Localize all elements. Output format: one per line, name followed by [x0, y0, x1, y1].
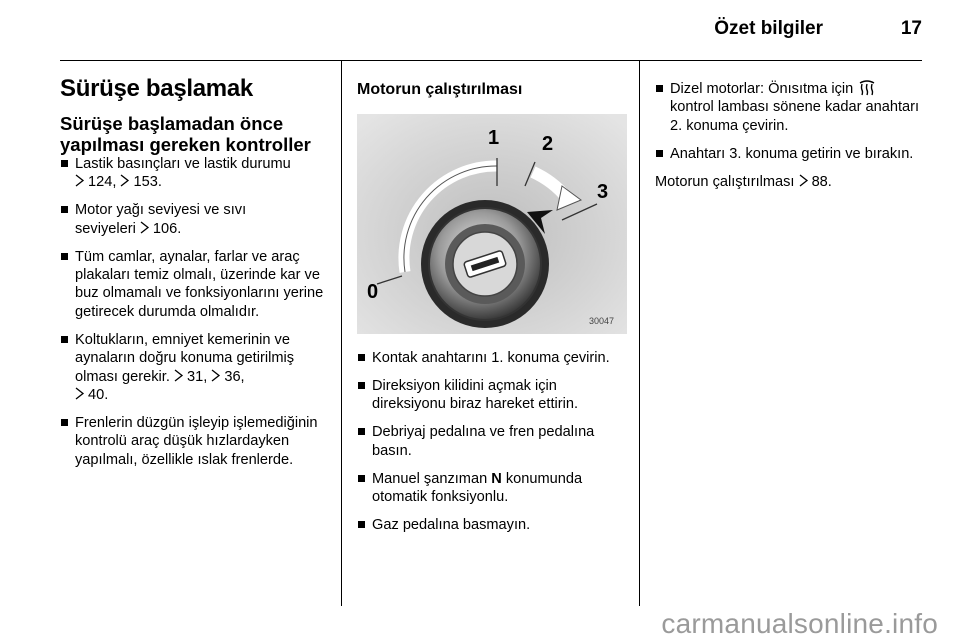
column-divider-1: [341, 60, 342, 606]
page-reference-arrow-icon: [75, 387, 85, 400]
list-item: [60, 155, 332, 192]
bullet-icon: [358, 521, 365, 528]
cross-reference-text: Motorun çalıştırılması: [655, 173, 795, 190]
item-text: Anahtarı 3. konuma getirin ve bırakın.: [670, 145, 914, 162]
steps-list-continued: [655, 80, 925, 163]
bullet-icon: [61, 253, 68, 260]
middle-column: [357, 74, 627, 544]
bullet-icon: [358, 428, 365, 435]
bullet-icon: [61, 160, 68, 167]
position-1-label: 1: [488, 127, 500, 149]
bullet-icon: [656, 85, 663, 92]
glow-plug-icon: [857, 80, 877, 96]
figure-code: 30047: [589, 316, 615, 326]
bullet-icon: [61, 336, 68, 343]
list-item: [60, 248, 332, 322]
list-item: [357, 423, 627, 460]
list-item: [60, 201, 332, 238]
subheading: [60, 113, 332, 155]
item-text: Gaz pedalına basmayın.: [372, 516, 531, 533]
bullet-icon: [61, 206, 68, 213]
page-reference-arrow-icon: [174, 369, 184, 382]
item-text: Debriyaj pedalına ve fren pedalına basın.: [372, 424, 595, 459]
item-text: Dizel motorlar: Önısıtma için: [670, 81, 854, 97]
subheading-line1: Sürüşe başlamadan önce: [60, 113, 284, 134]
list-item: [357, 470, 627, 507]
ignition-switch-figure: [357, 114, 627, 334]
list-item: [357, 377, 627, 414]
item-text: Frenlerin düzgün işleyip işlemediğinin kontrolü araç düşük hızlardayken yapılmalı, özellikle ıslak frenlerde.: [75, 414, 318, 468]
item-text: Kontak anahtarını 1. konuma çevirin.: [372, 350, 610, 366]
page-reference-link[interactable]: 40.: [88, 386, 109, 403]
steps-list: [357, 349, 627, 534]
item-text: Tüm camlar, aynalar, farlar ve araç plakaları temiz olmalı, üzerinde kar ve buz olmamalı ve fonksiyonlarını yerine getirecek durumda olmalıdır.: [75, 248, 324, 320]
page-reference-link[interactable]: 88.: [811, 173, 832, 190]
cross-reference: [655, 173, 925, 191]
item-text: Lastik basınçları ve lastik durumu: [75, 156, 291, 172]
checklist: [60, 155, 332, 469]
position-0-label: 0: [367, 281, 379, 303]
bullet-icon: [656, 150, 663, 157]
page-reference-link[interactable]: 106.: [152, 220, 182, 237]
section-heading: Motorun çalıştırılması: [357, 81, 523, 98]
watermark: carmanualsonline.info: [661, 608, 938, 639]
position-2-label: 2: [542, 133, 554, 155]
section-heading: Sürüşe başlamak: [60, 75, 253, 102]
page-reference-arrow-icon: [75, 174, 85, 187]
position-3-label: 3: [597, 181, 609, 203]
right-column: [655, 80, 925, 191]
section-title: Özet bilgiler: [714, 18, 823, 39]
item-text: Koltukların, emniyet kemerinin ve aynaların doğru konuma getirilmiş olması gerekir.: [75, 331, 295, 385]
page-reference-arrow-icon: [140, 221, 150, 234]
list-item: [60, 414, 332, 469]
header-rule: [60, 60, 922, 61]
page-reference-arrow-icon: [120, 174, 130, 187]
left-column: [60, 74, 332, 479]
page-reference-arrow-icon: [211, 369, 221, 382]
item-text: Direksiyon kilidini açmak için direksiyonu biraz hareket ettirin.: [372, 377, 579, 413]
page-reference-arrow-icon: [799, 174, 809, 187]
list-item: [357, 349, 627, 367]
item-text: seviyeleri: [75, 220, 136, 237]
item-text: kontrol lambası sönene kadar anahtarı 2. konuma çevirin.: [670, 99, 920, 134]
subheading-line2: yapılması gereken kontroller: [60, 134, 311, 155]
bullet-icon: [358, 475, 365, 482]
page-reference-link[interactable]: 124,: [88, 174, 117, 191]
item-text: konumunda otomatik fonksiyonlu.: [372, 470, 583, 505]
bullet-icon: [61, 419, 68, 426]
bullet-icon: [358, 382, 365, 389]
item-text: Motor yağı seviyesi ve sıvı: [75, 202, 247, 219]
list-item: [655, 80, 925, 135]
list-item: [655, 145, 925, 163]
page-reference-link[interactable]: 31,: [186, 368, 208, 385]
page-number: 17: [900, 18, 922, 39]
gear-label: N: [491, 470, 502, 487]
list-item: [60, 331, 332, 405]
page-reference-link[interactable]: 153.: [133, 174, 162, 191]
ignition-switch-illustration: [357, 114, 627, 334]
page-reference-link[interactable]: 36,: [224, 368, 245, 385]
item-text: Manuel şanzıman: [372, 470, 488, 487]
column-divider-2: [639, 60, 640, 606]
bullet-icon: [358, 354, 365, 361]
list-item: [357, 516, 627, 534]
